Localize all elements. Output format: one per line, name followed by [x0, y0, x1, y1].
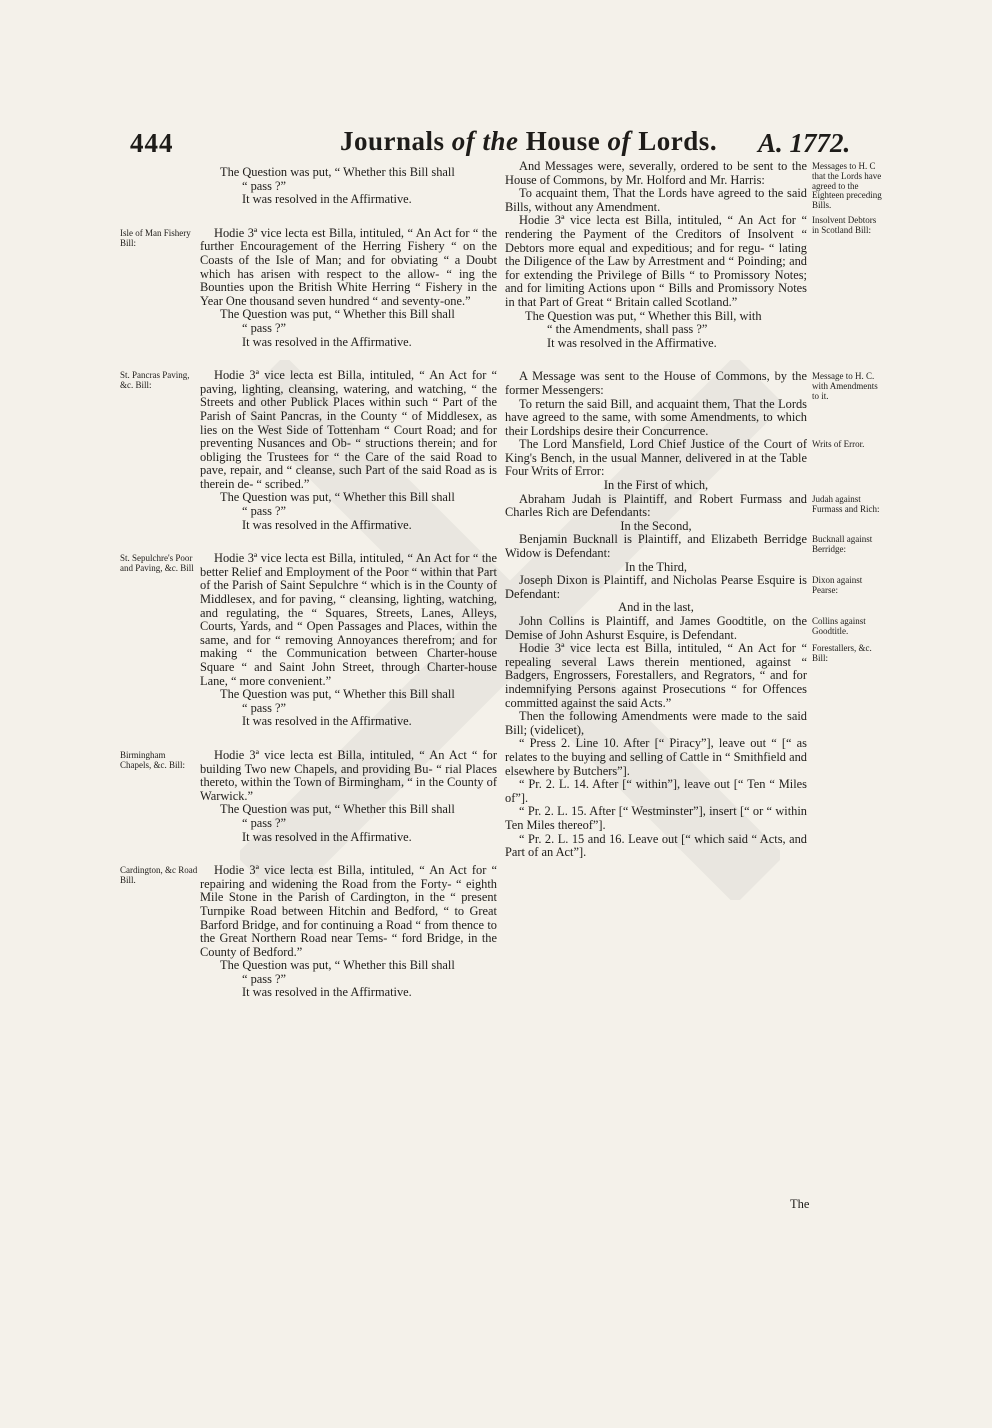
bill-reading: Hodie 3ª vice lecta est Billa, intituled, “ An Act “ for building Two new Chapels, and providing Bu- “ rial Places thereto, within the Town of Birmingham, “ in the County of Warwick.”	[200, 747, 497, 803]
paragraph: “ Pr. 2. L. 15. After [“ Westminster”], insert [“ or “ within Ten Miles thereof”].	[505, 804, 807, 832]
question-line: The Question was put, “ Whether this Bill shall	[220, 307, 455, 322]
right-column	[505, 160, 807, 860]
question-put	[200, 803, 497, 830]
question-put	[200, 688, 497, 715]
paragraph: Then the following Amendments were made to the said Bill; (videlicet),	[505, 709, 807, 737]
paragraph: Benjamin Bucknall is Plaintiff, and Elizabeth Berridge Widow is Defendant:	[505, 532, 807, 561]
resolution: It was resolved in the Affirmative.	[242, 517, 412, 532]
question-line: “ pass ?”	[242, 504, 287, 519]
resolution: It was resolved in the Affirmative.	[242, 334, 412, 349]
question-put	[200, 308, 497, 335]
margin-note: Birmingham Chapels, &c. Bill:	[120, 750, 185, 770]
section-heading: And in the last,	[618, 600, 694, 615]
resolution: It was resolved in the Affirmative.	[242, 192, 412, 207]
paragraph: A Message was sent to the House of Commons, by the former Messengers:	[505, 369, 807, 397]
paragraph: “ Pr. 2. L. 15 and 16. Leave out [“ which said “ Acts, and Part of an Act”].	[505, 831, 807, 860]
bill-reading: Hodie 3ª vice lecta est Billa, intituled, “ An Act for “ rendering the Payment of the Creditors of Insolvent “ Debtors more equal and expeditious; and for regu- “ lating the Diligence of the Law by Arrestment and “ Poinding; and for extending the Privilege of Bills “ to Promissory Notes; and for limiting Actions upon “ Bills and Promissory Notes in that Part of Great “ Britain called Scotland.”	[505, 213, 807, 309]
paragraph: To acquaint them, That the Lords have agreed to the said Bills, without any Amendment.	[505, 186, 807, 214]
margin-note: St. Pancras Paving, &c. Bill:	[120, 370, 190, 390]
margin-note: St. Sepulchre's Poor and Paving, &c. Bill	[120, 553, 194, 573]
margin-note: Insolvent Debtors in Scotland Bill:	[812, 215, 877, 235]
paragraph: The Lord Mansfield, Lord Chief Justice of the Court of King's Bench, in the usual Manner, delivered in at the Table Four Writs of Error:	[505, 437, 807, 479]
page-number: 444	[130, 128, 174, 158]
question-line: The Question was put, “ Whether this Bill shall	[220, 165, 455, 179]
left-column	[200, 166, 497, 1020]
question-line: The Question was put, “ Whether this Bill shall	[220, 490, 455, 505]
paragraph: John Collins is Plaintiff, and James Goodtitle, on the Demise of John Ashurst Esquire, is Defendant.	[505, 614, 807, 642]
resolution: It was resolved in the Affirmative.	[242, 829, 412, 844]
bill-reading: Hodie 3ª vice lecta est Billa, intituled, “ An Act for “ the better Relief and Employment of the Poor “ within that Part of the Parish of Saint Sepulchre “ which is in the County of Middlesex, and for paving, “ cleansing, lighting, watching, and regulating, the “ Squares, Streets, Lanes, Alleys, Courts, Yards, and “ Open Passages and Places, within the same, and for “ removing Annoyances therefrom; and for making “ the Communication between Charter-house Square “ and Saint John Street, through Charter-house Lane, “ more convenient.”	[200, 551, 497, 688]
section-heading: In the Third,	[624, 559, 688, 574]
paragraph: Abraham Judah is Plaintiff, and Robert Furmass and Charles Rich are Defendants:	[505, 491, 807, 520]
margin-note: Message to H. C. with Amendments to it.	[812, 371, 878, 401]
question-put	[200, 491, 497, 518]
question-line: “ pass ?”	[242, 700, 287, 715]
section-heading: In the Second,	[620, 518, 692, 533]
paragraph: Joseph Dixon is Plaintiff, and Nicholas Pearse Esquire is Defendant:	[505, 573, 807, 601]
question-line: “ pass ?”	[242, 815, 287, 830]
question-line: “ pass ?”	[242, 178, 287, 193]
margin-note: Bucknall against Berridge:	[812, 534, 873, 554]
question-line: The Question was put, “ Whether this Bill shall	[220, 802, 455, 817]
bill-reading: Hodie 3ª vice lecta est Billa, intituled, “ An Act for “ paving, lighting, cleansing, watering, and watching, “ the Streets and other Publick Places within such “ Part of the Parish of Saint Pancras, in the County “ of Middlesex, as lies on the West Side of Tottenham “ Court Road; and for preventing Nusances and Ob- “ structions therein; and for obliging the Trustees for “ the Care of the said Road to pave, repair, and “ cleanse, such Part of the said Road as is therein de- “ scribed.”	[200, 368, 497, 491]
question-put	[505, 310, 807, 337]
margin-note: Dixon against Pearse:	[812, 575, 863, 595]
bill-reading: Hodie 3ª vice lecta est Billa, intituled, “ An Act for “ repealing several Laws therein mentioned, against “ Badgers, Engrossers, Forestallers, and Regrators, “ and for indemnifying Persons against Prosecutions “ for Offences committed against the said Acts.”	[505, 641, 807, 710]
paragraph: To return the said Bill, and acquaint them, That the Lords have agreed to the same, with some Amendments, to which their Lordships desire their Concurrence.	[505, 396, 807, 438]
question-line: “ pass ?”	[242, 971, 287, 986]
paragraph: “ Pr. 2. L. 14. After [“ within”], leave out [“ Ten “ Miles of”].	[505, 777, 807, 805]
question-line: The Question was put, “ Whether this Bill, with	[525, 308, 762, 323]
section-heading: In the First of which,	[603, 478, 709, 493]
margin-note: Writs of Error.	[812, 439, 865, 449]
margin-note: Cardington, &c Road Bill.	[120, 865, 198, 885]
paragraph: “ Press 2. Line 10. After [“ Piracy”], leave out “ [“ as relates to the buying and selling of Cattle in “ Smithfield and elsewhere by Butchers”].	[505, 736, 807, 778]
question-put	[200, 959, 497, 986]
question-line: “ the Amendments, shall pass ?”	[547, 322, 708, 337]
margin-note: Messages to H. C that the Lords have agreed to the Eighteen preceding Bills.	[812, 161, 882, 211]
question-put	[200, 166, 497, 193]
question-line: The Question was put, “ Whether this Bill shall	[220, 958, 455, 973]
question-line: “ pass ?”	[242, 320, 287, 335]
resolution: It was resolved in the Affirmative.	[242, 985, 412, 1000]
margin-note: Judah against Furmass and Rich:	[812, 494, 880, 514]
margin-note: Collins against Goodtitle.	[812, 616, 866, 636]
resolution: It was resolved in the Affirmative.	[242, 714, 412, 729]
paragraph: And Messages were, severally, ordered to be sent to the House of Commons, by Mr. Holford and Mr. Harris:	[505, 159, 807, 187]
resolution: It was resolved in the Affirmative.	[547, 335, 717, 350]
question-line: The Question was put, “ Whether this Bill shall	[220, 687, 455, 702]
margin-note: Isle of Man Fishery Bill:	[120, 228, 191, 248]
catchword: The	[790, 1197, 810, 1211]
bill-reading: Hodie 3ª vice lecta est Billa, intituled, “ An Act for “ repairing and widening the Road from the Forty- “ eighth Mile Stone in the Parish of Cardington, in the “ present Turnpike Road between Hitchin and Bedford, “ to Great Barford Bridge, and for continuing a Road “ from thence to the Great Northern Road near Tems- “ ford Bridge, in the County of Bedford.”	[200, 863, 497, 959]
bill-reading: Hodie 3ª vice lecta est Billa, intituled, “ An Act for “ the further Encouragement of the Herring Fishery “ on the Coasts of the Isle of Man; and for obviating “ a Doubt which has arisen with respect to the allow- “ ing the Bounties upon the British White Herring “ Fishery in the Year One thousand seven hundred “ and seventy-one.”	[200, 225, 497, 308]
year-heading: A. 1772.	[758, 128, 851, 158]
margin-note: Forestallers, &c. Bill:	[812, 643, 872, 663]
running-title: Journals of the House of Lords.	[340, 126, 718, 156]
